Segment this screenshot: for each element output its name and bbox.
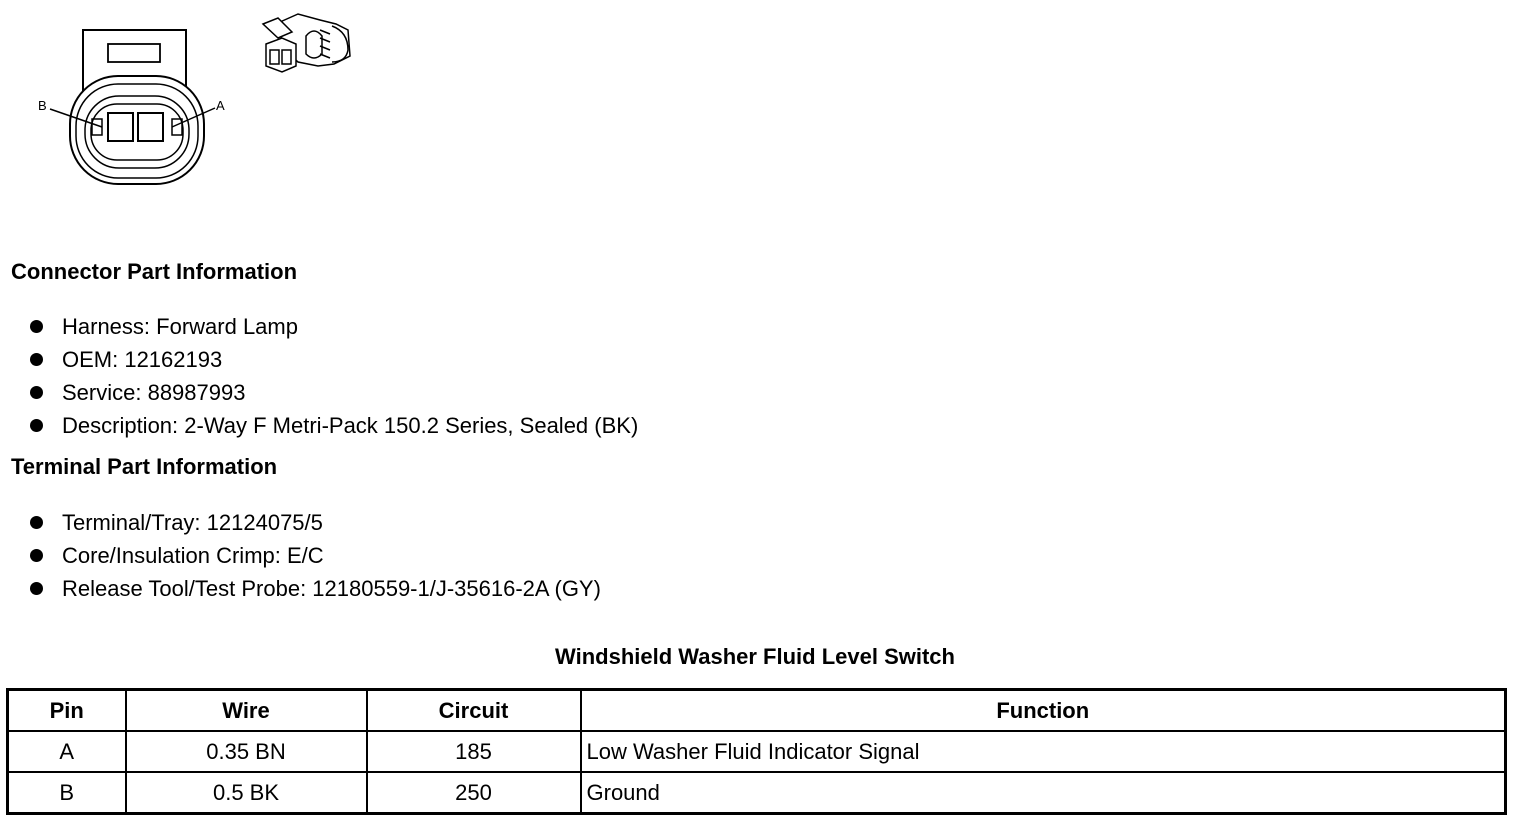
cell-circuit: 250 <box>367 772 581 814</box>
terminal-info-heading: Terminal Part Information <box>11 454 278 479</box>
bullet-icon <box>30 419 43 432</box>
list-item: Harness: Forward Lamp <box>28 310 638 343</box>
bullet-icon <box>30 582 43 595</box>
column-header-pin: Pin <box>8 690 126 732</box>
cell-circuit: 185 <box>367 731 581 772</box>
connector-face-view <box>50 30 215 184</box>
bullet-icon <box>30 353 43 366</box>
column-header-circuit: Circuit <box>367 690 581 732</box>
bullet-icon <box>30 320 43 333</box>
pin-label-b: B <box>38 98 47 113</box>
cell-function: Low Washer Fluid Indicator Signal <box>581 731 1506 772</box>
connector-info-heading: Connector Part Information <box>11 259 298 284</box>
cell-function: Ground <box>581 772 1506 814</box>
column-header-function: Function <box>581 690 1506 732</box>
bullet-icon <box>30 386 43 399</box>
pin-table <box>6 688 1507 815</box>
cell-pin: A <box>8 731 126 772</box>
connector-isometric-view <box>263 14 350 72</box>
column-header-wire: Wire <box>126 690 367 732</box>
cell-pin: B <box>8 772 126 814</box>
table-row <box>8 772 1506 814</box>
list-item: Release Tool/Test Probe: 12180559-1/J-35616-2A (GY) <box>28 572 601 605</box>
table-title: Windshield Washer Fluid Level Switch <box>555 644 955 669</box>
table-row <box>8 731 1506 772</box>
list-item: OEM: 12162193 <box>28 343 638 376</box>
table-header-row <box>8 690 1506 732</box>
cell-wire: 0.35 BN <box>126 731 367 772</box>
cell-wire: 0.5 BK <box>126 772 367 814</box>
list-item: Core/Insulation Crimp: E/C <box>28 539 601 572</box>
connector-diagram <box>30 6 370 196</box>
list-item: Service: 88987993 <box>28 376 638 409</box>
pin-label-a: A <box>216 98 225 113</box>
bullet-icon <box>30 516 43 529</box>
connector-info-list <box>28 310 638 442</box>
terminal-info-list <box>28 506 601 605</box>
list-item: Description: 2-Way F Metri-Pack 150.2 Series, Sealed (BK) <box>28 409 638 442</box>
bullet-icon <box>30 549 43 562</box>
list-item: Terminal/Tray: 12124075/5 <box>28 506 601 539</box>
